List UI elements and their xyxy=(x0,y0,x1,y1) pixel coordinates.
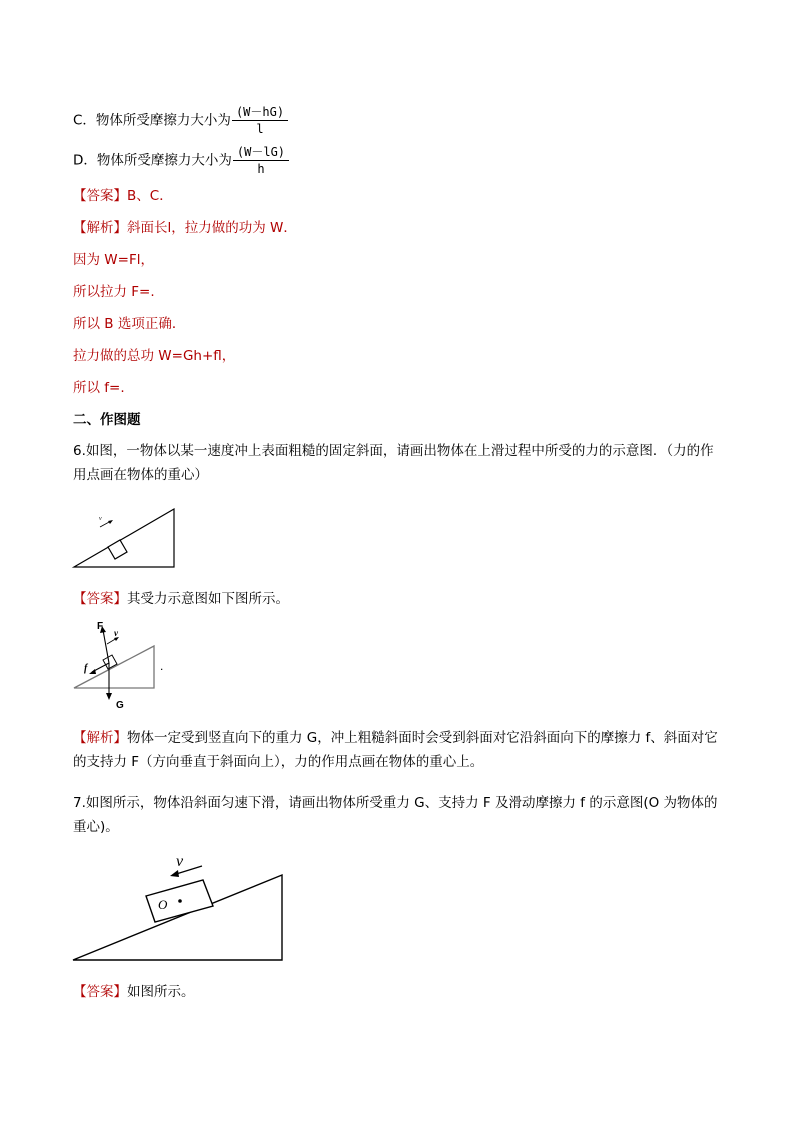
q5-line-4: 拉力做的总功 W=Gh+fl， xyxy=(73,348,236,364)
q5-line-2: 所以拉力 F=. xyxy=(73,284,155,300)
support-force-label: F xyxy=(97,621,104,632)
section-title: 二、作图题 xyxy=(73,412,141,428)
block xyxy=(108,540,127,559)
answer-text: B、C． xyxy=(127,188,173,204)
friction-arrowhead xyxy=(89,669,96,674)
gravity-label: G xyxy=(116,700,124,710)
q6-answer xyxy=(73,589,289,609)
q7-incline-figure xyxy=(70,850,288,966)
option-c-text: C．物体所受摩擦力大小为 xyxy=(73,112,231,129)
option-d-denominator: h xyxy=(257,162,265,176)
q5-answer xyxy=(73,186,173,206)
option-c-denominator: l xyxy=(256,122,264,136)
q6-question: 6.如图，一物体以某一速度冲上表面粗糙的固定斜面，请画出物体在上滑过程中所受的力的示意图．（力的作用点画在物体的重心） xyxy=(73,443,714,483)
q6-answer-figure xyxy=(70,618,175,710)
answer-tag: 【答案】 xyxy=(73,591,127,607)
velocity-arrowhead xyxy=(108,520,113,524)
center-of-gravity-dot xyxy=(178,899,182,903)
answer-text: 其受力示意图如下图所示。 xyxy=(127,591,289,607)
analysis-tag: 【解析】 xyxy=(73,730,127,746)
analysis-text: 物体一定受到竖直向下的重力 G，冲上粗糙斜面时会受到斜面对它沿斜面向下的摩擦力 f、斜面对它的支持力 F（方向垂直于斜面向上），力的作用点画在物体的重心上。 xyxy=(73,730,718,770)
answer-tag: 【答案】 xyxy=(73,188,127,204)
gravity-arrowhead xyxy=(106,693,112,700)
q5-line-3: 所以 B 选项正确． xyxy=(73,316,186,332)
q6-incline-figure xyxy=(70,505,180,573)
answer-tag: 【答案】 xyxy=(73,984,127,1000)
q7-answer xyxy=(73,982,195,1002)
friction-label: f xyxy=(84,663,88,674)
analysis-tag: 【解析】 xyxy=(73,220,127,236)
q5-analysis xyxy=(73,218,297,238)
q5-line-1: 因为 W=Fl， xyxy=(73,252,154,268)
option-d-numerator: (W－lG) xyxy=(233,144,289,161)
center-of-gravity-label: O xyxy=(158,897,168,912)
option-c xyxy=(73,104,288,137)
option-d-fraction xyxy=(233,144,289,177)
q6-analysis xyxy=(73,726,723,774)
velocity-label: v xyxy=(176,853,184,870)
velocity-arrowhead xyxy=(170,870,179,877)
velocity-label: v xyxy=(114,628,118,638)
option-c-numerator: (W－hG) xyxy=(232,104,288,121)
q5-line-5: 所以 f=. xyxy=(73,380,125,396)
option-d xyxy=(73,144,289,177)
option-c-fraction xyxy=(232,104,288,137)
incline xyxy=(74,509,174,567)
q7-question: 7.如图所示，物体沿斜面匀速下滑，请画出物体所受重力 G、支持力 F 及滑动摩擦力 f 的示意图(O 为物体的重心)。 xyxy=(73,795,718,835)
answer-text: 如图所示。 xyxy=(127,984,195,1000)
trailing-period: . xyxy=(160,659,164,673)
analysis-text: 斜面长l，拉力做的功为 W． xyxy=(127,220,297,236)
option-d-text: D．物体所受摩擦力大小为 xyxy=(73,152,232,169)
velocity-label: v xyxy=(99,516,102,522)
